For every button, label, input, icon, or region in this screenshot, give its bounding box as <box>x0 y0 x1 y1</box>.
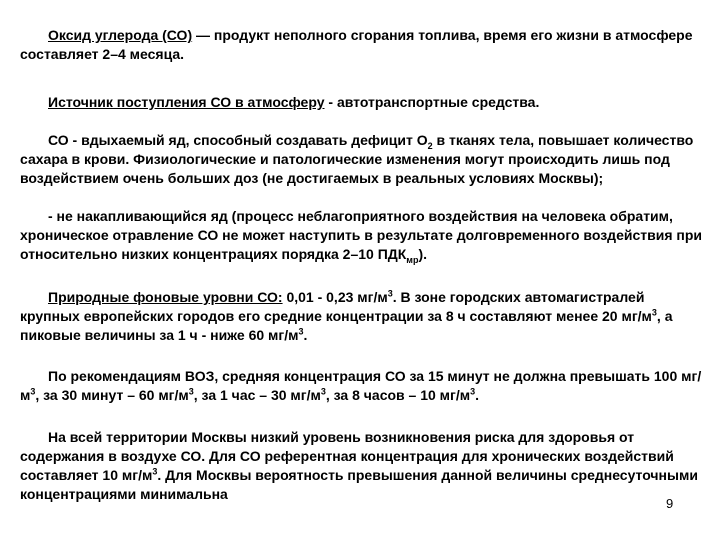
paragraph-text: ). <box>418 246 428 262</box>
paragraph-text: , за 30 минут – 60 мг/м <box>35 387 189 403</box>
subscript: 2 <box>427 140 433 151</box>
superscript: 3 <box>387 288 393 299</box>
superscript: 3 <box>320 386 326 397</box>
superscript: 3 <box>188 386 194 397</box>
paragraph-moscow-risk <box>20 428 704 504</box>
superscript: 3 <box>298 326 304 337</box>
paragraph-text: , за 8 часов – 10 мг/м <box>325 387 471 403</box>
paragraph-co-poison <box>20 131 704 188</box>
superscript: 3 <box>30 386 36 397</box>
paragraph-text: в тканях тела, повышает количество сахара в крови. Физиологические и патологические изменения могут происходить лишь под воздействием очень больших доз (не достигаемых в реальных условиях Москвы); <box>20 132 694 186</box>
paragraph-text: . <box>475 387 480 403</box>
paragraph-co-source <box>20 93 704 112</box>
term-background-levels: Природные фоновые уровни СО: <box>48 289 283 305</box>
subscript: мр <box>406 254 419 265</box>
paragraph-text: - автотранспортные средства. <box>324 94 540 110</box>
paragraph-text: . <box>303 327 308 343</box>
paragraph-background-levels <box>20 288 704 345</box>
term-source: Источник поступления СО в атмосферу <box>48 94 325 110</box>
paragraph-text: , за 1 час – 30 мг/м <box>193 387 321 403</box>
page-number: 9 <box>666 496 674 511</box>
paragraph-text: 0,01 - 0,23 мг/м <box>282 289 388 305</box>
paragraph-text: СО - вдыхаемый яд, способный создавать дефицит О <box>48 132 428 148</box>
paragraph-text: На всей территории Москвы низкий уровень возникновения риска для здоровья от содержания в воздухе СО. Для СО референтная концентрация для хронических воздействий составляет 10 мг/м <box>20 429 674 483</box>
paragraph-text: — продукт неполного сгорания топлива, время его жизни в атмосфере составляет 2–4 месяца. <box>20 27 693 62</box>
superscript: 3 <box>470 386 476 397</box>
term-carbon-monoxide: Оксид углерода (СО) <box>48 27 193 43</box>
paragraph-text: , а пиковые величины за 1 ч - ниже 60 мг/м <box>20 308 673 343</box>
paragraph-co-definition <box>20 26 704 64</box>
paragraph-text: По рекомендациям ВОЗ, средняя концентрация СО за 15 минут не должна превышать 100 мг/м <box>20 368 702 403</box>
superscript: 3 <box>152 466 158 477</box>
paragraph-who-recommendations <box>20 367 704 405</box>
paragraph-co-non-accumulating <box>20 207 704 264</box>
paragraph-text: . В зоне городских автомагистралей крупных европейских городов его средние концентрации за 8 ч составляют менее 20 мг/м <box>20 289 652 324</box>
paragraph-text: . Для Москвы вероятность превышения данной величины среднесуточными концентрациями минимальна <box>20 467 698 502</box>
superscript: 3 <box>651 307 657 318</box>
paragraph-text: - не накапливающийся яд (процесс неблагоприятного воздействия на человека обратим, хроническое отравление СО не может наступить в результате долговременного воздействия при относительно низких концентрациях порядка 2–10 ПДК <box>20 208 702 262</box>
